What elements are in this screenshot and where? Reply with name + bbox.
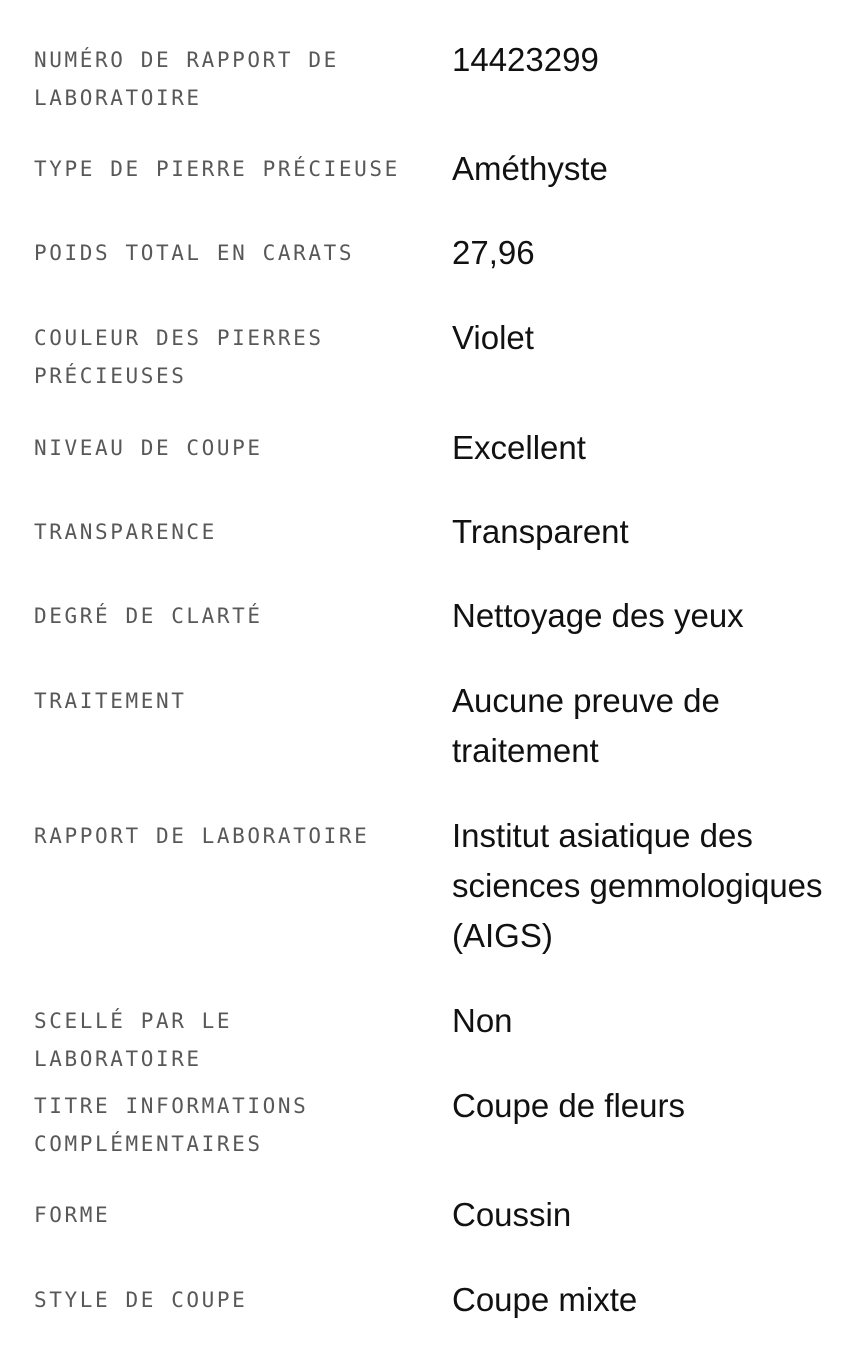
- spec-value: Coupe mixte: [452, 1281, 638, 1318]
- spec-label: POIDS TOTAL EN CARATS: [34, 241, 355, 265]
- spec-label: TYPE DE PIERRE PRÉCIEUSE: [34, 157, 400, 181]
- spec-label: SCELLÉ PAR LE LABORATOIRE: [34, 1009, 233, 1071]
- spec-label: COULEUR DES PIERRES PRÉCIEUSES: [34, 326, 324, 388]
- spec-value: Excellent: [452, 429, 586, 466]
- spec-label: NIVEAU DE COUPE: [34, 436, 263, 460]
- spec-value: Aucune preuve de traitement: [452, 682, 720, 769]
- spec-value: Coupe de fleurs: [452, 1087, 685, 1124]
- spec-label: TITRE INFORMATIONS COMPLÉMENTAIRES: [34, 1094, 309, 1156]
- spec-label: TRANSPARENCE: [34, 520, 217, 544]
- spec-value: Violet: [452, 319, 534, 356]
- spec-label: RAPPORT DE LABORATOIRE: [34, 824, 370, 848]
- spec-label: NUMÉRO DE RAPPORT DE LABORATOIRE: [34, 48, 339, 110]
- spec-label: FORME: [34, 1203, 111, 1227]
- spec-label: TRAITEMENT: [34, 689, 187, 713]
- spec-label: DEGRÉ DE CLARTÉ: [34, 604, 263, 628]
- spec-label: STYLE DE COUPE: [34, 1288, 248, 1312]
- spec-value: 14423299: [452, 41, 599, 78]
- spec-value: Transparent: [452, 513, 629, 550]
- spec-value: Nettoyage des yeux: [452, 597, 744, 634]
- spec-value: Institut asiatique des sciences gemmologiques (AIGS): [452, 817, 823, 954]
- spec-value: Coussin: [452, 1196, 572, 1233]
- spec-value: 27,96: [452, 234, 535, 271]
- spec-value: Non: [452, 1002, 513, 1039]
- spec-value: Améthyste: [452, 150, 608, 187]
